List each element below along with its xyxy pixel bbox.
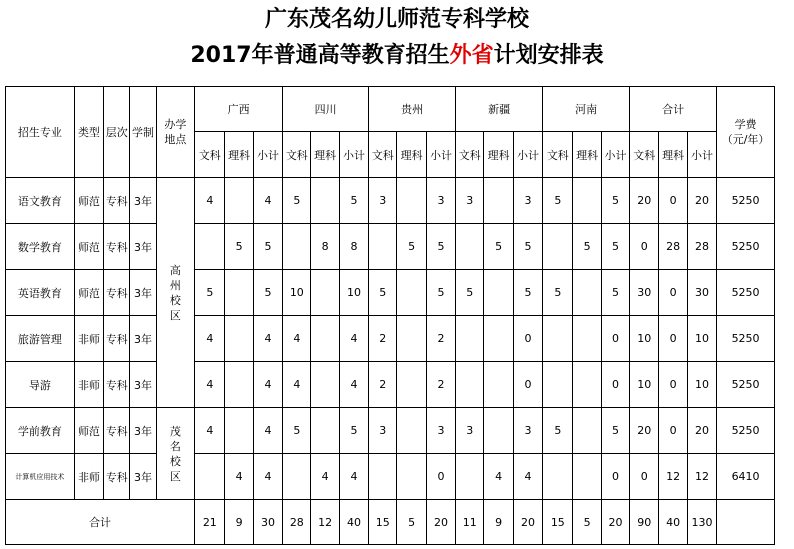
count-cell: 4 (283, 362, 311, 408)
count-cell: 30 (630, 270, 659, 316)
total-fee-cell (717, 500, 775, 545)
count-cell: 3 (369, 408, 397, 454)
header-subtotal: 小计 (513, 132, 542, 178)
table-row (6, 316, 775, 362)
count-cell: 4 (195, 362, 225, 408)
fee-cell: 5250 (717, 270, 775, 316)
count-cell (573, 178, 601, 224)
count-cell (573, 408, 601, 454)
header-fee-l1: 学费 (734, 118, 757, 131)
count-cell: 5 (339, 408, 368, 454)
fee-cell: 5250 (717, 316, 775, 362)
header-subtotal: 小计 (426, 132, 455, 178)
count-cell (369, 224, 397, 270)
type-cell: 非师 (74, 316, 103, 362)
count-cell: 5 (601, 408, 629, 454)
years-cell: 3年 (130, 454, 156, 500)
years-cell: 3年 (130, 270, 156, 316)
count-cell: 10 (630, 316, 659, 362)
header-liberal-arts: 文科 (456, 132, 484, 178)
header-province: 河南 (543, 87, 630, 132)
major-cell: 旅游管理 (6, 316, 75, 362)
header-years: 学制 (130, 87, 156, 178)
header-province: 四川 (283, 87, 369, 132)
total-count-cell: 40 (339, 500, 368, 545)
count-cell: 20 (687, 408, 716, 454)
count-cell (543, 362, 573, 408)
count-cell (573, 316, 601, 362)
header-subtotal: 小计 (339, 132, 368, 178)
count-cell: 4 (311, 454, 339, 500)
major-cell: 计算机应用技术 (6, 454, 75, 500)
count-cell (456, 362, 484, 408)
count-cell: 20 (630, 178, 659, 224)
major-cell: 英语教育 (6, 270, 75, 316)
count-cell: 3 (513, 408, 542, 454)
count-cell: 5 (369, 270, 397, 316)
total-count-cell: 15 (543, 500, 573, 545)
count-cell: 10 (687, 316, 716, 362)
count-cell (311, 408, 339, 454)
years-cell: 3年 (130, 178, 156, 224)
count-cell (484, 362, 513, 408)
total-count-cell: 11 (456, 500, 484, 545)
header-province: 广西 (195, 87, 283, 132)
header-science: 理科 (397, 132, 426, 178)
count-cell: 0 (659, 362, 687, 408)
table-title-pre: 2017年普通高等教育招生 (190, 43, 450, 68)
level-cell: 专科 (104, 454, 130, 500)
count-cell (397, 270, 426, 316)
count-cell (456, 316, 484, 362)
level-cell: 专科 (104, 178, 130, 224)
count-cell: 0 (630, 454, 659, 500)
header-science: 理科 (484, 132, 513, 178)
count-cell: 4 (195, 316, 225, 362)
table-row (6, 178, 775, 224)
count-cell: 2 (426, 362, 455, 408)
count-cell: 0 (659, 270, 687, 316)
fee-cell: 5250 (717, 408, 775, 454)
total-count-cell: 12 (311, 500, 339, 545)
count-cell: 3 (426, 178, 455, 224)
count-cell (573, 454, 601, 500)
count-cell: 3 (369, 178, 397, 224)
count-cell: 3 (426, 408, 455, 454)
level-cell: 专科 (104, 408, 130, 454)
count-cell: 12 (687, 454, 716, 500)
count-cell: 0 (659, 178, 687, 224)
count-cell: 4 (339, 316, 368, 362)
header-fee-l2: （元/年） (721, 133, 770, 146)
count-cell: 3 (456, 178, 484, 224)
count-cell (283, 454, 311, 500)
count-cell: 5 (426, 270, 455, 316)
total-count-cell: 9 (225, 500, 253, 545)
count-cell: 5 (601, 224, 629, 270)
school-title: 广东茂名幼儿师范专科学校 (264, 7, 529, 32)
type-cell: 师范 (74, 270, 103, 316)
count-cell: 20 (687, 178, 716, 224)
level-cell: 专科 (104, 224, 130, 270)
count-cell: 4 (253, 316, 282, 362)
count-cell: 5 (456, 270, 484, 316)
count-cell: 5 (339, 178, 368, 224)
type-cell: 师范 (74, 408, 103, 454)
total-count-cell: 5 (397, 500, 426, 545)
count-cell (456, 454, 484, 500)
years-cell: 3年 (130, 362, 156, 408)
count-cell (543, 224, 573, 270)
header-campus-l2: 地点 (164, 133, 187, 146)
total-count-cell: 40 (659, 500, 687, 545)
table-row (6, 270, 775, 316)
count-cell: 2 (369, 316, 397, 362)
header-province: 贵州 (369, 87, 456, 132)
total-count-cell: 130 (687, 500, 716, 545)
count-cell (543, 454, 573, 500)
count-cell: 0 (601, 454, 629, 500)
count-cell (225, 270, 253, 316)
fee-cell: 5250 (717, 362, 775, 408)
count-cell: 0 (601, 316, 629, 362)
count-cell: 10 (283, 270, 311, 316)
years-cell: 3年 (130, 408, 156, 454)
count-cell (573, 362, 601, 408)
count-cell (484, 270, 513, 316)
count-cell: 4 (283, 316, 311, 362)
total-count-cell: 20 (426, 500, 455, 545)
count-cell: 8 (339, 224, 368, 270)
count-cell: 5 (397, 224, 426, 270)
count-cell (225, 316, 253, 362)
count-cell: 5 (283, 178, 311, 224)
header-fee (717, 87, 775, 178)
count-cell: 5 (543, 178, 573, 224)
total-count-cell: 15 (369, 500, 397, 545)
count-cell: 10 (687, 362, 716, 408)
count-cell (311, 270, 339, 316)
table-row (6, 224, 775, 270)
major-cell: 学前教育 (6, 408, 75, 454)
header-liberal-arts: 文科 (195, 132, 225, 178)
count-cell: 5 (225, 224, 253, 270)
count-cell (311, 316, 339, 362)
count-cell: 4 (195, 178, 225, 224)
type-cell: 师范 (74, 178, 103, 224)
count-cell (543, 316, 573, 362)
count-cell: 2 (426, 316, 455, 362)
count-cell (225, 178, 253, 224)
header-subtotal: 小计 (687, 132, 716, 178)
count-cell: 10 (339, 270, 368, 316)
header-campus-l1: 办学 (164, 118, 187, 131)
count-cell: 3 (456, 408, 484, 454)
type-cell: 师范 (74, 224, 103, 270)
fee-cell: 5250 (717, 224, 775, 270)
campus-cell: 高 州 校 区 (156, 178, 194, 408)
count-cell: 8 (311, 224, 339, 270)
count-cell: 4 (253, 362, 282, 408)
count-cell: 4 (253, 178, 282, 224)
count-cell (484, 408, 513, 454)
table-row (6, 362, 775, 408)
count-cell (484, 178, 513, 224)
count-cell (484, 316, 513, 362)
count-cell: 5 (601, 270, 629, 316)
header-row-provinces (6, 87, 775, 132)
major-cell: 语文教育 (6, 178, 75, 224)
level-cell: 专科 (104, 362, 130, 408)
count-cell (397, 178, 426, 224)
count-cell (397, 316, 426, 362)
header-subtotal: 小计 (253, 132, 282, 178)
total-label: 合计 (6, 500, 195, 545)
count-cell (283, 224, 311, 270)
count-cell: 4 (253, 454, 282, 500)
total-count-cell: 5 (573, 500, 601, 545)
count-cell: 5 (513, 270, 542, 316)
count-cell (397, 408, 426, 454)
header-liberal-arts: 文科 (630, 132, 659, 178)
total-count-cell: 20 (601, 500, 629, 545)
count-cell: 4 (339, 454, 368, 500)
total-count-cell: 90 (630, 500, 659, 545)
count-cell: 5 (573, 224, 601, 270)
total-count-cell: 28 (283, 500, 311, 545)
count-cell: 5 (543, 270, 573, 316)
count-cell (311, 178, 339, 224)
count-cell (456, 224, 484, 270)
total-count-cell: 30 (253, 500, 282, 545)
campus-cell: 茂 名 校 区 (156, 408, 194, 500)
count-cell: 5 (543, 408, 573, 454)
header-liberal-arts: 文科 (369, 132, 397, 178)
count-cell (369, 454, 397, 500)
fee-cell: 5250 (717, 178, 775, 224)
count-cell: 12 (659, 454, 687, 500)
header-total: 合计 (630, 87, 717, 132)
major-cell: 导游 (6, 362, 75, 408)
header-campus (156, 87, 194, 178)
count-cell: 5 (195, 270, 225, 316)
total-count-cell: 9 (484, 500, 513, 545)
count-cell: 5 (426, 224, 455, 270)
count-cell (573, 270, 601, 316)
count-cell: 0 (513, 362, 542, 408)
count-cell: 30 (687, 270, 716, 316)
header-science: 理科 (311, 132, 339, 178)
header-science: 理科 (225, 132, 253, 178)
enrollment-plan-table (5, 86, 775, 545)
count-cell (397, 454, 426, 500)
header-liberal-arts: 文科 (543, 132, 573, 178)
type-cell: 非师 (74, 362, 103, 408)
header-science: 理科 (659, 132, 687, 178)
table-row (6, 408, 775, 454)
count-cell (225, 362, 253, 408)
count-cell: 5 (484, 224, 513, 270)
count-cell: 4 (225, 454, 253, 500)
count-cell: 5 (283, 408, 311, 454)
count-cell: 4 (195, 408, 225, 454)
header-type: 类型 (74, 87, 103, 178)
count-cell: 4 (484, 454, 513, 500)
count-cell (195, 454, 225, 500)
header-level: 层次 (104, 87, 130, 178)
count-cell (195, 224, 225, 270)
count-cell: 4 (513, 454, 542, 500)
count-cell: 28 (659, 224, 687, 270)
header-province: 新疆 (456, 87, 543, 132)
fee-cell: 6410 (717, 454, 775, 500)
table-row (6, 454, 775, 500)
count-cell: 4 (339, 362, 368, 408)
table-title (0, 43, 794, 69)
table-title-highlight: 外省 (449, 43, 494, 68)
header-major: 招生专业 (6, 87, 75, 178)
level-cell: 专科 (104, 316, 130, 362)
count-cell: 0 (659, 316, 687, 362)
major-cell: 数学教育 (6, 224, 75, 270)
count-cell: 28 (687, 224, 716, 270)
count-cell: 20 (630, 408, 659, 454)
total-count-cell: 21 (195, 500, 225, 545)
count-cell: 5 (253, 270, 282, 316)
count-cell: 5 (513, 224, 542, 270)
count-cell: 0 (601, 362, 629, 408)
count-cell: 3 (513, 178, 542, 224)
count-cell: 0 (426, 454, 455, 500)
header-subtotal: 小计 (601, 132, 629, 178)
count-cell: 0 (513, 316, 542, 362)
table-title-post: 计划安排表 (493, 43, 604, 68)
years-cell: 3年 (130, 224, 156, 270)
count-cell: 5 (253, 224, 282, 270)
count-cell: 0 (630, 224, 659, 270)
level-cell: 专科 (104, 270, 130, 316)
count-cell: 5 (601, 178, 629, 224)
count-cell (225, 408, 253, 454)
header-science: 理科 (573, 132, 601, 178)
type-cell: 非师 (74, 454, 103, 500)
total-row (6, 500, 775, 545)
count-cell: 4 (253, 408, 282, 454)
years-cell: 3年 (130, 316, 156, 362)
count-cell (397, 362, 426, 408)
header-liberal-arts: 文科 (283, 132, 311, 178)
count-cell: 0 (659, 408, 687, 454)
count-cell (311, 362, 339, 408)
total-count-cell: 20 (513, 500, 542, 545)
count-cell: 2 (369, 362, 397, 408)
count-cell: 10 (630, 362, 659, 408)
